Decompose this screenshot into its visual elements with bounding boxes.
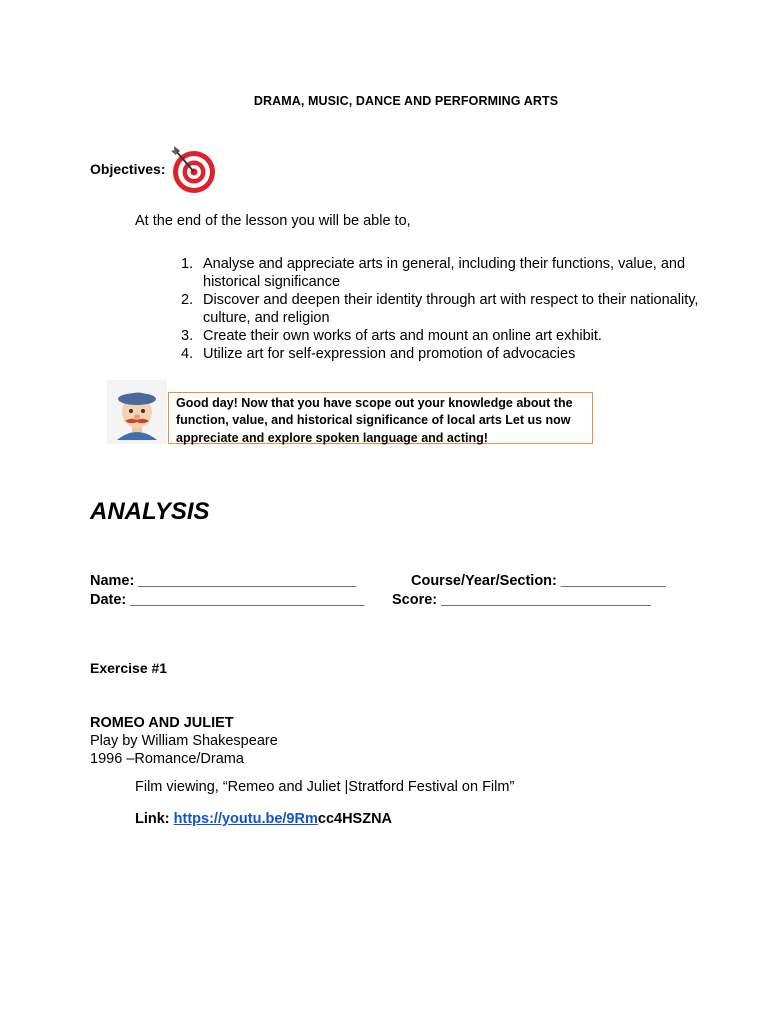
objectives-list: [181, 255, 701, 363]
date-field[interactable]: Date: _____________________________: [90, 592, 365, 608]
link-row: [135, 811, 392, 827]
video-link[interactable]: https://youtu.be/9Rm: [173, 811, 318, 827]
course-field[interactable]: Course/Year/Section: _____________: [411, 573, 666, 589]
film-viewing-text: Film viewing, “Remeo and Juliet |Stratford Festival on Film”: [135, 779, 515, 795]
target-dart-icon: [168, 142, 220, 196]
objectives-label: Objectives:: [90, 161, 166, 177]
play-title: ROMEO AND JULIET: [90, 715, 234, 731]
name-field[interactable]: Name: ___________________________: [90, 573, 357, 589]
list-item: 3. Create their own works of arts and mount an online art exhibit.: [181, 328, 602, 344]
section-heading: ANALYSIS: [90, 498, 210, 525]
page-title: DRAMA, MUSIC, DANCE AND PERFORMING ARTS: [253, 94, 559, 108]
bearded-man-avatar-icon: [107, 380, 167, 444]
intro-text: At the end of the lesson you will be able to,: [135, 213, 411, 229]
score-field[interactable]: Score: __________________________: [392, 592, 651, 608]
callout-box: Good day! Now that you have scope out your knowledge about the function, value, and historical significance of local arts Let us now appreciate and explore spoken language and acting!: [168, 392, 593, 444]
list-item: 2. Discover and deepen their identity through art with respect to their nationality, culture, and religion: [181, 292, 699, 326]
link-label: Link:: [135, 811, 170, 827]
list-item: 4. Utilize art for self-expression and promotion of advocacies: [181, 346, 576, 362]
video-link-rest: cc4HSZNA: [317, 811, 393, 827]
list-item: 1. Analyse and appreciate arts in general, including their functions, value, and historical significance: [181, 256, 686, 290]
play-year-genre: 1996 –Romance/Drama: [90, 751, 244, 767]
play-author: Play by William Shakespeare: [90, 733, 278, 749]
exercise-label: Exercise #1: [90, 660, 168, 676]
